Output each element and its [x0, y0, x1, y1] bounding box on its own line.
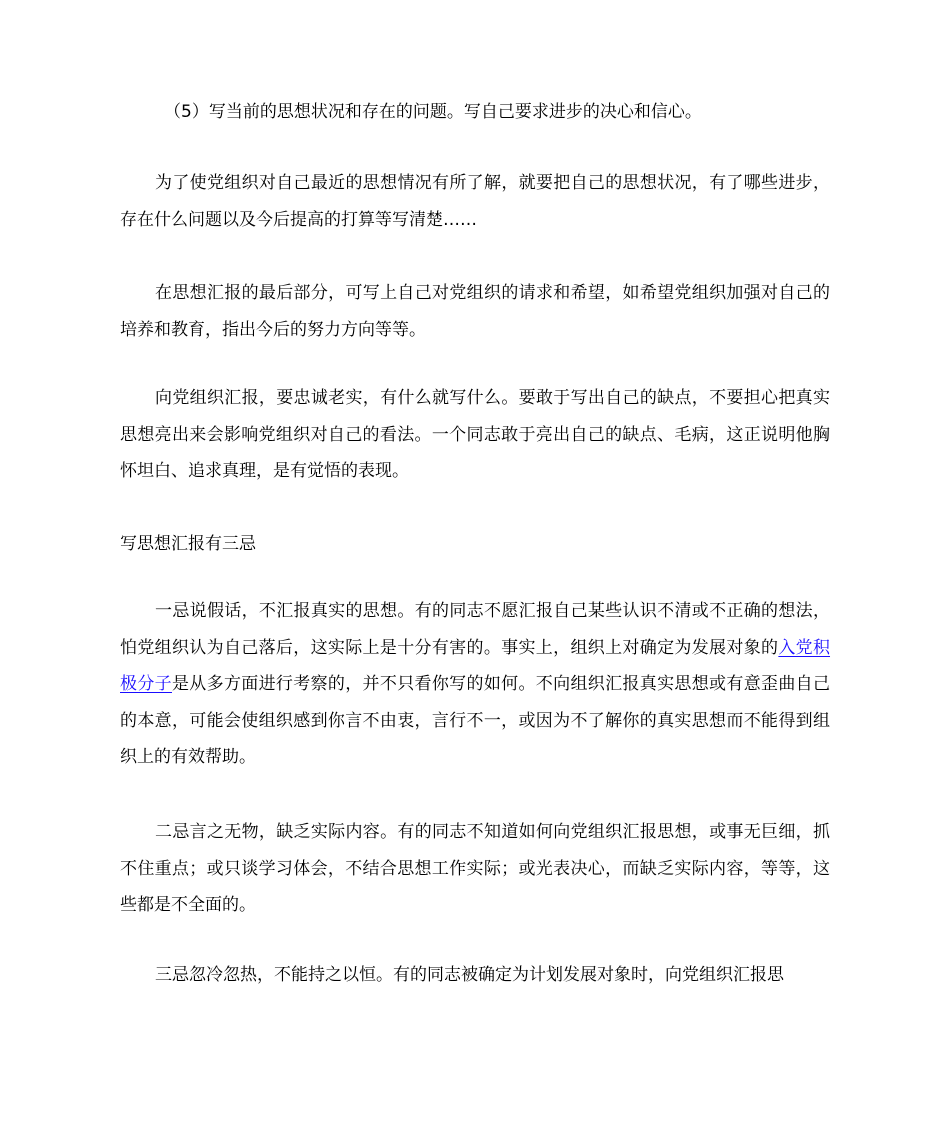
taboo-3-paragraph: 三忌忽冷忽热，不能持之以恒。有的同志被确定为计划发展对象时，向党组织汇报思: [155, 965, 784, 985]
activist-link[interactable]: 入党积极分子: [120, 637, 831, 694]
purpose-paragraph: 为了使党组织对自己最近的思想情况有所了解，就要把自己的思想状况，有了哪些进步，存在什么问题以及今后提高的打算等写清楚……: [120, 173, 830, 230]
ending-paragraph: 在思想汇报的最后部分，可写上自己对党组织的请求和希望，如希望党组织加强对自己的培养和教育，指出今后的努力方向等等。: [120, 283, 830, 340]
taboo-1-text-end: 是从多方面进行考察的，并不只看你写的如何。不向组织汇报真实思想或有意歪曲自己的本意，可能会使组织感到你言不由衷，言行不一，或因为不了解你的真实思想而不能得到组织上的有效帮助。: [120, 674, 831, 767]
taboo-2-paragraph: 二忌言之无物，缺乏实际内容。有的同志不知道如何向党组织汇报思想，或事无巨细，抓不住重点；或只谈学习体会，不结合思想工作实际；或光表决心，而缺乏实际内容，等等，这些都是不全面的。: [120, 822, 830, 915]
taboo-1-paragraph: [120, 593, 830, 776]
honesty-paragraph: 向党组织汇报，要忠诚老实，有什么就写什么。要敢于写出自己的缺点，不要担心把真实思想亮出来会影响党组织对自己的看法。一个同志敢于亮出自己的缺点、毛病，这正说明他胸怀坦白、追求真理，是有觉悟的表现。: [120, 388, 830, 481]
item-5-paragraph: （5）写当前的思想状况和存在的问题。写自己要求进步的决心和信心。: [164, 102, 702, 122]
taboo-1-text-start: 一忌说假话，不汇报真实的思想。有的同志不愿汇报自己某些认识不清或不正确的想法，怕党组织认为自己落后，这实际上是十分有害的。事实上，组织上对确定为发展对象的: [120, 601, 830, 658]
section-heading: 写思想汇报有三忌: [120, 534, 256, 554]
